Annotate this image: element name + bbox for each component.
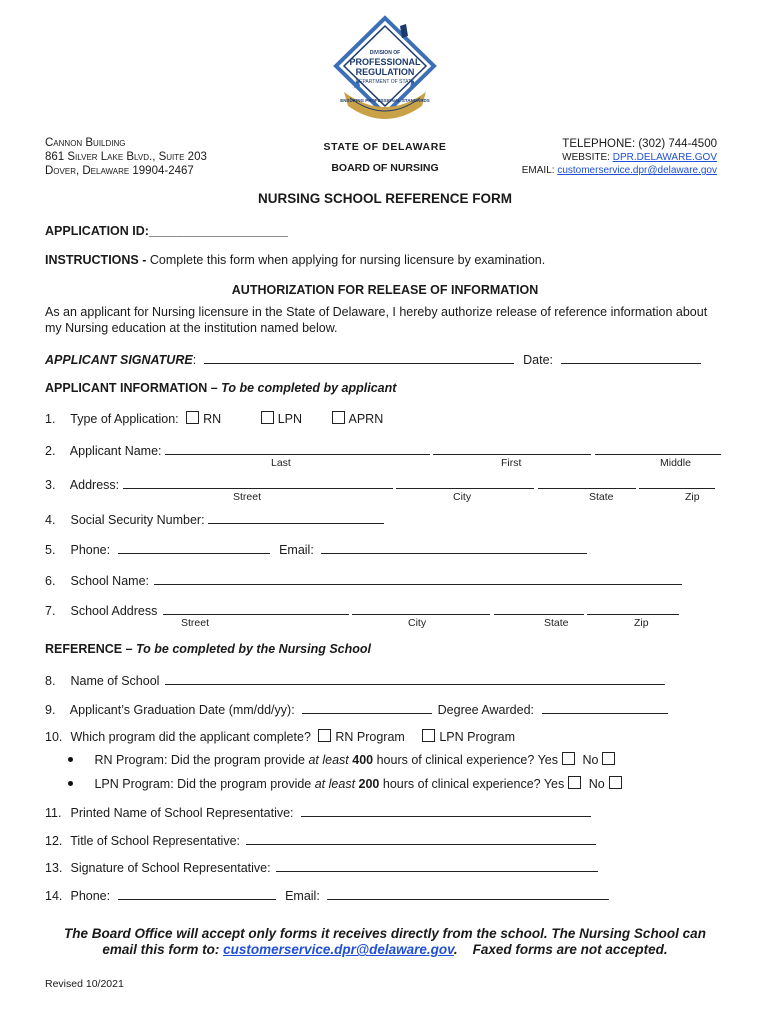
bullet2-no-label: No	[588, 777, 605, 791]
bullet2-num: 200	[358, 777, 380, 791]
rep-title-field[interactable]	[246, 832, 596, 845]
rep-name-field[interactable]	[301, 804, 591, 817]
applicant-heading-label: APPLICANT INFORMATION –	[45, 381, 218, 395]
form-title: NURSING SCHOOL REFERENCE FORM	[257, 191, 512, 206]
bullet2-post: hours of clinical experience?	[382, 777, 541, 791]
q3-city-label: City	[453, 491, 472, 503]
applicant-heading	[45, 381, 396, 395]
reference-heading-label: REFERENCE –	[45, 642, 133, 656]
q2-label: Applicant Name:	[69, 444, 162, 458]
q7-city-label: City	[408, 617, 427, 629]
q4-row	[45, 511, 384, 527]
q8-label: Name of School	[70, 674, 160, 688]
q11-num: 11.	[45, 806, 62, 820]
signature-field[interactable]	[204, 351, 514, 364]
bullet1-ital: at least	[308, 753, 349, 767]
rn-program-label: RN Program	[335, 730, 405, 744]
date-label: Date:	[523, 353, 554, 367]
bullet1-yes-label: Yes	[537, 753, 558, 767]
q3-zip-label: Zip	[685, 491, 700, 503]
rn-hours-no-checkbox[interactable]	[602, 752, 615, 765]
school-name-field[interactable]	[154, 572, 682, 585]
bullet1-no-label: No	[582, 753, 599, 767]
q11-label: Printed Name of School Representative:	[70, 806, 294, 820]
q5-label: Phone:	[70, 543, 111, 557]
website-row	[562, 152, 717, 163]
rn-program-checkbox[interactable]	[318, 729, 331, 742]
rep-email-field[interactable]	[327, 887, 609, 900]
q13-row	[45, 859, 598, 875]
q3-num: 3.	[45, 478, 56, 492]
q3-row	[45, 476, 715, 492]
q2-last-label: Last	[271, 457, 291, 469]
first-name-field[interactable]	[433, 442, 591, 455]
q14-label: Phone:	[70, 889, 111, 903]
footer-line1: The Board Office will accept only forms it receives directly from the school. The Nursing School can	[64, 926, 706, 941]
graduation-date-field[interactable]	[302, 701, 432, 714]
lpn-checkbox[interactable]	[261, 411, 274, 424]
q7-zip-label: Zip	[634, 617, 649, 629]
application-id[interactable]: APPLICATION ID:____________________	[45, 224, 288, 238]
ssn-field[interactable]	[208, 511, 384, 524]
instructions	[45, 253, 545, 267]
lpn-label: LPN	[277, 412, 303, 426]
lpn-program-checkbox[interactable]	[422, 729, 435, 742]
q8-row	[45, 672, 665, 688]
middle-name-field[interactable]	[595, 442, 721, 455]
reference-heading	[45, 642, 371, 656]
authorization-line2: my Nursing education at the institution named below.	[45, 321, 338, 335]
bullet2-yes-label: Yes	[543, 777, 565, 791]
q4-num: 4.	[45, 513, 56, 527]
q5-row	[45, 541, 587, 557]
rn-label: RN	[203, 412, 222, 426]
q6-row	[45, 572, 682, 588]
degree-field[interactable]	[542, 701, 668, 714]
q6-num: 6.	[45, 574, 56, 588]
reference-school-field[interactable]	[165, 672, 665, 685]
address-line2: 861 Silver Lake Blvd., Suite 203	[45, 151, 207, 163]
q12-num: 12.	[45, 834, 63, 848]
q10-row	[45, 729, 515, 744]
q7-num: 7.	[45, 604, 56, 618]
email-field[interactable]	[321, 541, 587, 554]
footer-line2-post: . Faxed forms are not accepted.	[453, 942, 668, 957]
bullet1-post: hours of clinical experience?	[376, 753, 535, 767]
logo-line2: PROFESSIONAL	[349, 57, 421, 67]
bullet1-pre: RN Program: Did the program provide	[94, 753, 305, 767]
q14-email-label: Email:	[285, 889, 320, 903]
logo-line3: REGULATION	[355, 67, 415, 77]
rn-hours-yes-checkbox[interactable]	[562, 752, 575, 765]
address-line1: Cannon Building	[45, 137, 126, 149]
bullet1-num: 400	[352, 753, 374, 767]
q8-num: 8.	[45, 674, 56, 688]
address-line3: Dover, Delaware 19904-2467	[45, 165, 194, 177]
rep-signature-field[interactable]	[276, 859, 598, 872]
q7-state-label: State	[544, 617, 569, 629]
revised-date: Revised 10/2021	[45, 978, 124, 990]
q13-num: 13.	[45, 861, 63, 875]
footer-email-link[interactable]: customerservice.dpr@delaware.gov	[223, 942, 454, 957]
authorization-heading: AUTHORIZATION FOR RELEASE OF INFORMATION	[231, 283, 539, 297]
rep-phone-field[interactable]	[118, 887, 276, 900]
logo-line1: DIVISION OF	[369, 50, 401, 56]
email-row	[522, 165, 717, 176]
school-zip-field[interactable]	[587, 602, 679, 615]
lpn-hours-yes-checkbox[interactable]	[568, 776, 581, 789]
footer-line2-pre: email this form to:	[102, 942, 220, 957]
signature-label: APPLICANT SIGNATURE	[45, 353, 193, 367]
q12-label: Title of School Representative:	[70, 834, 241, 848]
state-label: STATE OF DELAWARE	[323, 141, 447, 153]
q7-street-label: Street	[181, 617, 210, 629]
email-link[interactable]: customerservice.dpr@delaware.gov	[557, 165, 717, 176]
q12-row	[45, 832, 596, 848]
lpn-hours-no-checkbox[interactable]	[609, 776, 622, 789]
bullet2-row	[68, 776, 626, 791]
degree-label: Degree Awarded:	[437, 703, 535, 717]
q1-num: 1.	[45, 412, 56, 426]
q9-label: Applicant’s Graduation Date (mm/dd/yy):	[69, 703, 295, 717]
website-label: WEBSITE:	[562, 152, 610, 163]
zip-field[interactable]	[639, 476, 715, 489]
street-field[interactable]	[123, 476, 393, 489]
logo-ribbon: ENSURING PROFESSIONAL STANDARDS	[340, 98, 430, 103]
phone-field[interactable]	[118, 541, 270, 554]
lpn-program-label: LPN Program	[439, 730, 516, 744]
aprn-checkbox[interactable]	[332, 411, 345, 424]
q14-num: 14.	[45, 889, 63, 903]
q3-street-label: Street	[233, 491, 262, 503]
school-state-field[interactable]	[494, 602, 584, 615]
q6-label: School Name:	[70, 574, 149, 588]
city-field[interactable]	[396, 476, 534, 489]
q9-num: 9.	[45, 703, 56, 717]
bullet1-dot	[68, 757, 73, 762]
telephone: TELEPHONE: (302) 744-4500	[562, 138, 717, 150]
q10-num: 10.	[45, 730, 63, 744]
bullet2-ital: at least	[314, 777, 356, 791]
q2-row	[45, 442, 721, 458]
q7-row	[45, 602, 679, 618]
bullet2-pre: LPN Program: Did the program provide	[94, 777, 312, 791]
instructions-label: INSTRUCTIONS -	[45, 253, 147, 267]
instructions-text: Complete this form when applying for nursing licensure by examination.	[149, 253, 546, 267]
q10-label: Which program did the applicant complete?	[70, 730, 311, 744]
q2-middle-label: Middle	[660, 457, 691, 469]
reference-heading-sub: To be completed by the Nursing School	[136, 642, 371, 656]
bullet2-dot	[68, 781, 73, 786]
aprn-label: APRN	[348, 412, 384, 426]
footer-line2	[0, 942, 770, 957]
bullet1-row	[68, 752, 619, 767]
q3-state-label: State	[589, 491, 614, 503]
q5-email-label: Email:	[279, 543, 314, 557]
logo	[330, 14, 440, 134]
q13-label: Signature of School Representative:	[70, 861, 271, 875]
signature-row	[45, 351, 701, 367]
q2-first-label: First	[501, 457, 522, 469]
q5-num: 5.	[45, 543, 56, 557]
signature-colon: :	[192, 353, 197, 367]
q1-row	[45, 411, 383, 426]
q14-row	[45, 887, 609, 903]
applicant-heading-sub: To be completed by applicant	[221, 381, 397, 395]
date-field[interactable]	[561, 351, 701, 364]
q9-row	[45, 701, 668, 717]
q2-num: 2.	[45, 444, 56, 458]
board-label: BOARD OF NURSING	[331, 162, 439, 174]
q3-label: Address:	[69, 478, 120, 492]
q4-label: Social Security Number:	[70, 513, 205, 527]
q1-label: Type of Application:	[70, 412, 179, 426]
school-city-field[interactable]	[352, 602, 490, 615]
website-link[interactable]: DPR.DELAWARE.GOV	[612, 152, 717, 163]
q11-row	[45, 804, 591, 820]
logo-line4: DEPARTMENT OF STATE	[355, 79, 415, 85]
school-street-field[interactable]	[163, 602, 349, 615]
last-name-field[interactable]	[165, 442, 430, 455]
rn-checkbox[interactable]	[186, 411, 199, 424]
state-field[interactable]	[538, 476, 636, 489]
email-label: EMAIL:	[521, 165, 555, 176]
authorization-line1: As an applicant for Nursing licensure in the State of Delaware, I hereby authorize release of reference information about	[45, 305, 708, 319]
q7-label: School Address	[70, 604, 158, 618]
